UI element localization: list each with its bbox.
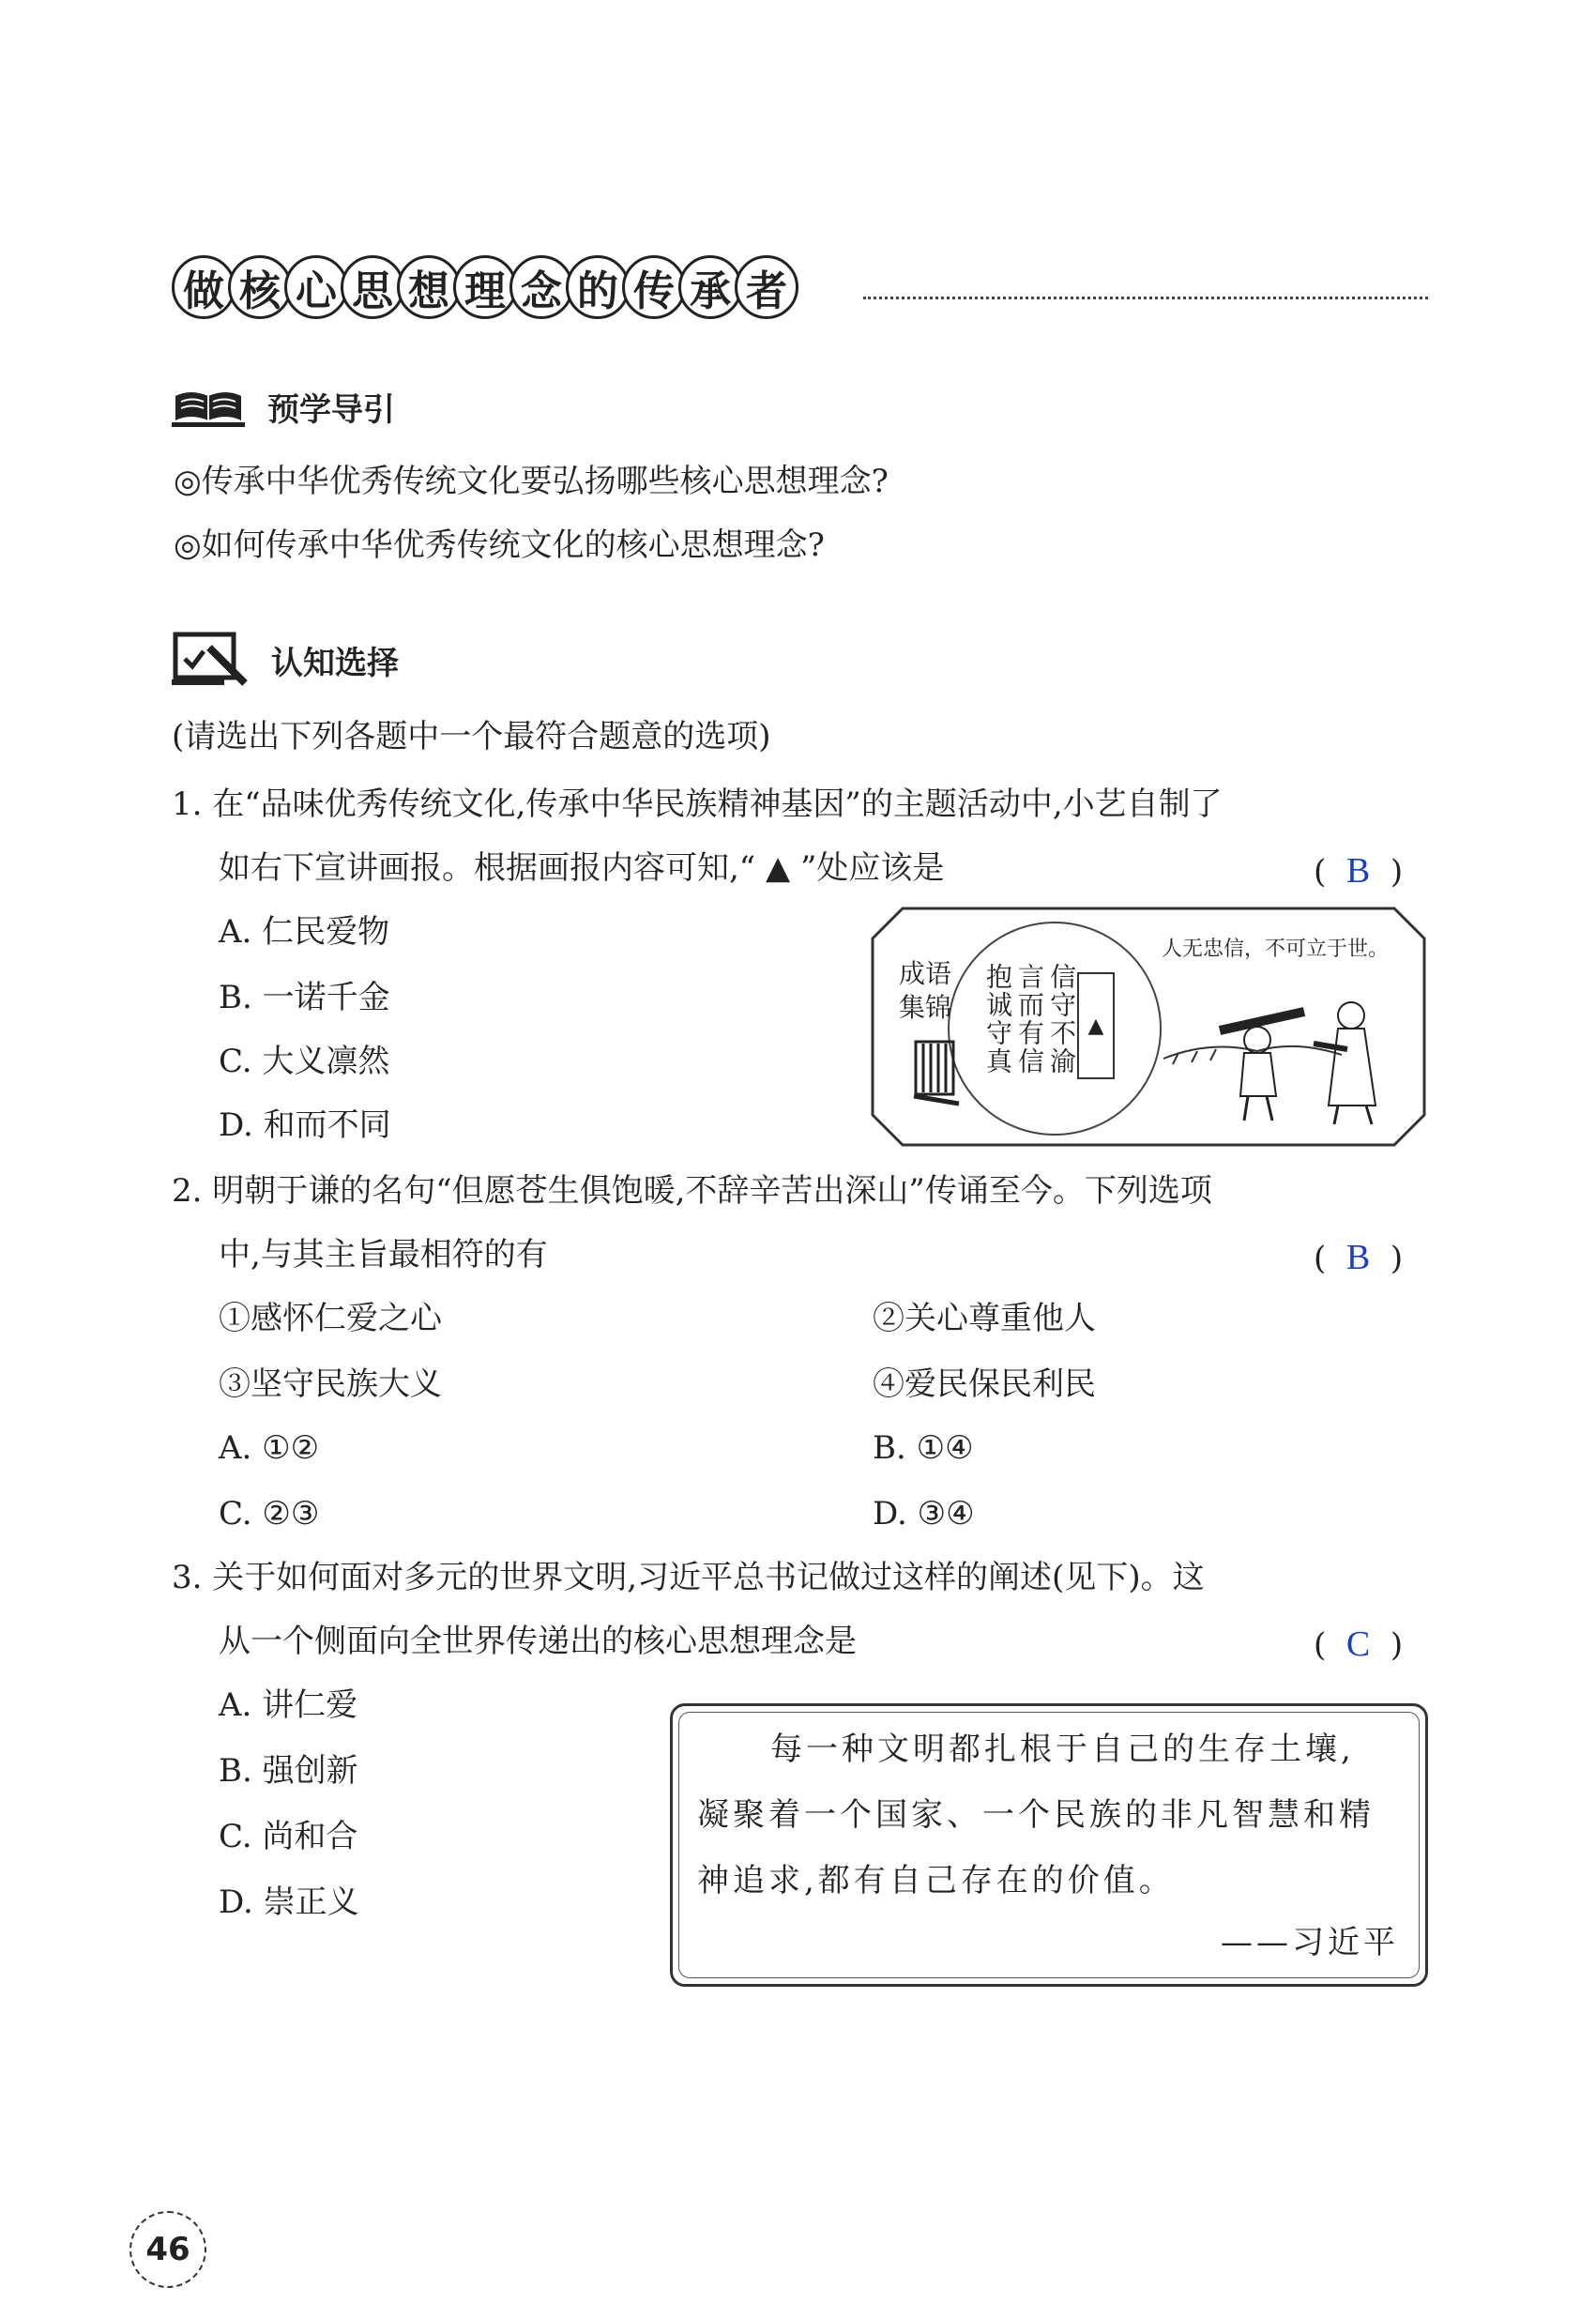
title-char: 核	[228, 255, 292, 319]
question-3-option-c: C. 尚和合	[219, 1818, 358, 1855]
bamboo-scroll-icon	[910, 1038, 963, 1107]
page-number: 46	[129, 2211, 206, 2288]
title-char: 想	[397, 255, 461, 319]
question-2-option-b: B. ①④	[873, 1429, 974, 1467]
page-title	[172, 255, 791, 319]
title-char: 理	[453, 255, 517, 319]
question-1-option-d: D. 和而不同	[219, 1106, 391, 1144]
question-3-stem-line-2: 从一个侧面向全世界传递出的核心思想理念是	[219, 1623, 857, 1660]
poster-blank: ▲	[1077, 972, 1115, 1079]
poster-idiom-1: 抱诚守真	[982, 963, 1013, 1075]
question-2-item-2: ②关心尊重他人	[873, 1300, 1096, 1337]
quote-author: ——习近平	[1221, 1924, 1399, 1961]
question-3-option-a: A. 讲仁爱	[219, 1686, 358, 1724]
question-2-item-4: ④爱民保民利民	[873, 1365, 1096, 1403]
title-divider	[863, 297, 1428, 299]
question-1-option-a: A. 仁民爱物	[219, 913, 390, 951]
title-char: 念	[509, 255, 573, 319]
question-1-answer-slot: ( B )	[1314, 851, 1404, 891]
question-3-option-b: B. 强创新	[219, 1752, 358, 1790]
question-2-item-1: ①感怀仁爱之心	[219, 1300, 442, 1337]
preview-section-heading	[172, 383, 395, 430]
preview-question-1: ◎传承中华优秀传统文化要弘扬哪些核心思想理念?	[174, 463, 889, 500]
question-2-stem-line-1: 2. 明朝于谦的名句“但愿苍生俱饱暖,不辞辛苦出深山”传诵至今。下列选项	[172, 1172, 1212, 1210]
quote-line-1: 每一种文明都扎根于自己的生存土壤,	[770, 1731, 1355, 1768]
title-char: 思	[341, 255, 404, 319]
poster-left-label	[899, 957, 951, 1025]
question-3-stem-line-1: 3. 关于如何面对多元的世界文明,习近平总书记做过这样的阐述(见下)。这	[172, 1559, 1205, 1596]
question-1-stem-line-2: 如右下宣讲画报。根据画报内容可知,“ ▲ ”处应该是	[219, 849, 945, 887]
question-3-answer: C	[1345, 1624, 1371, 1664]
question-2-item-3: ③坚守民族大义	[219, 1365, 442, 1403]
poster-quote: 人无忠信，不可立于世。	[1162, 938, 1390, 961]
cognition-section-heading	[172, 631, 399, 689]
question-2-answer-slot: ( B )	[1314, 1238, 1404, 1277]
poster-label-line: 成语	[899, 958, 952, 989]
open-book-icon	[172, 383, 245, 430]
question-2-stem-line-2: 中,与其主旨最相符的有	[219, 1236, 548, 1274]
title-char: 的	[566, 255, 630, 319]
cognition-heading: 认知选择	[271, 644, 399, 682]
question-2-option-a: A. ①②	[219, 1429, 320, 1467]
quote-box	[670, 1703, 1428, 1987]
title-char: 心	[284, 255, 348, 319]
title-char: 传	[622, 255, 686, 319]
quote-line-2: 凝聚着一个国家、一个民族的非凡智慧和精	[697, 1796, 1375, 1834]
question-1-option-c: C. 大义凛然	[219, 1043, 390, 1080]
question-1-option-b: B. 一诺千金	[219, 979, 390, 1016]
question-2-option-d: D. ③④	[873, 1495, 975, 1533]
poster-idiom-3: 信守不渝	[1046, 963, 1077, 1075]
question-3-answer-slot: ( C )	[1314, 1624, 1404, 1664]
figures-illustration	[1154, 974, 1407, 1134]
checklist-pen-icon	[172, 631, 249, 689]
preview-heading: 预学导引	[267, 390, 395, 429]
quote-line-3: 神追求,都有自己存在的价值。	[697, 1862, 1175, 1899]
question-2-option-c: C. ②③	[219, 1495, 320, 1533]
question-2-answer: B	[1345, 1238, 1371, 1277]
poster-label-line: 集锦	[899, 992, 952, 1023]
instruction-text: (请选出下列各题中一个最符合题意的选项)	[172, 718, 771, 755]
title-char: 承	[678, 255, 742, 319]
poster	[873, 908, 1424, 1145]
poster-idiom-2: 言而有信	[1014, 963, 1045, 1075]
title-char: 者	[735, 255, 798, 319]
question-1-stem-line-1: 1. 在“品味优秀传统文化,传承中华民族精神基因”的主题活动中,小艺自制了	[172, 785, 1223, 823]
question-3-option-d: D. 崇正义	[219, 1884, 359, 1921]
title-char: 做	[172, 255, 236, 319]
preview-question-2: ◎如何传承中华优秀传统文化的核心思想理念?	[174, 526, 825, 564]
question-1-answer: B	[1345, 851, 1371, 891]
